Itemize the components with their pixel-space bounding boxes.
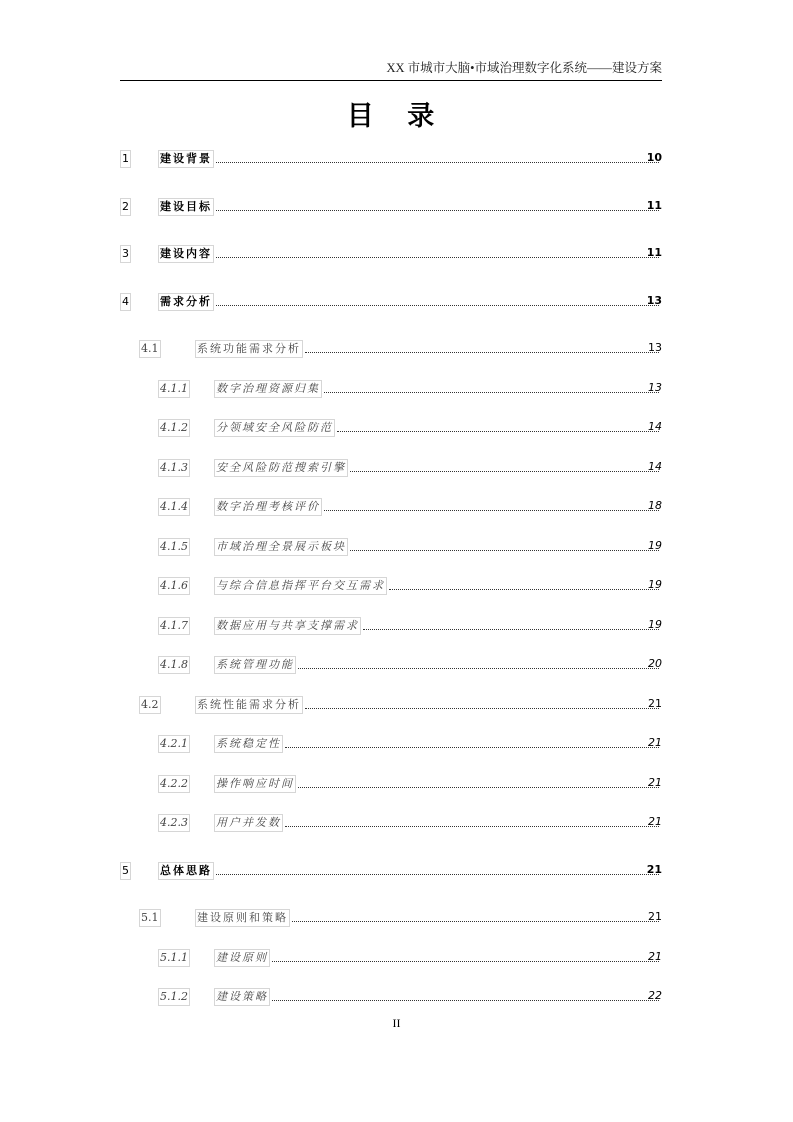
toc-entry-page: 22 [648, 989, 662, 1002]
toc-entry-number: 5 [120, 862, 131, 880]
toc-entry[interactable] [0, 862, 793, 882]
toc-entry-page: 19 [648, 618, 662, 631]
toc-entry-number: 5.1 [139, 909, 161, 927]
toc-entry-page: 13 [646, 294, 662, 307]
toc-entry-page: 13 [648, 341, 662, 354]
toc-dot-leader [298, 656, 659, 669]
toc-entry-page: 20 [648, 657, 662, 670]
toc-entry-title[interactable]: 系统功能需求分析 [195, 340, 303, 358]
toc-entry-page: 21 [646, 863, 662, 876]
toc-dot-leader [292, 909, 659, 922]
toc-entry[interactable] [0, 459, 793, 479]
toc-entry-title[interactable]: 市域治理全景展示板块 [214, 538, 348, 556]
toc-entry-number: 4.1.4 [158, 498, 190, 516]
toc-entry-page: 14 [648, 460, 662, 473]
toc-entry[interactable] [0, 419, 793, 439]
toc-dot-leader [216, 150, 659, 163]
toc-dot-leader [216, 245, 659, 258]
toc-entry-title[interactable]: 分领域安全风险防范 [214, 419, 335, 437]
toc-entry[interactable] [0, 735, 793, 755]
toc-dot-leader [305, 696, 659, 709]
toc-dot-leader [389, 577, 659, 590]
toc-entry[interactable] [0, 577, 793, 597]
toc-entry-number: 4.1.2 [158, 419, 190, 437]
toc-entry[interactable] [0, 775, 793, 795]
toc-entry-number: 3 [120, 245, 131, 263]
toc-entry[interactable] [0, 293, 793, 313]
toc-entry[interactable] [0, 949, 793, 969]
toc-entry-title[interactable]: 与综合信息指挥平台交互需求 [214, 577, 387, 595]
toc-entry-number: 4.1.5 [158, 538, 190, 556]
toc-entry-title[interactable]: 数字治理资源归集 [214, 380, 322, 398]
toc-entry-page: 18 [648, 499, 662, 512]
toc-entry[interactable] [0, 814, 793, 834]
toc-dot-leader [350, 538, 659, 551]
toc-entry[interactable] [0, 340, 793, 360]
toc-entry-page: 21 [648, 697, 662, 710]
toc-entry[interactable] [0, 909, 793, 929]
toc-entry-page: 21 [648, 776, 662, 789]
toc-entry-title[interactable]: 用户并发数 [214, 814, 283, 832]
toc-entry-number: 4.1.7 [158, 617, 190, 635]
toc-dot-leader [285, 814, 659, 827]
toc-entry-number: 4.2 [139, 696, 161, 714]
toc-dot-leader [305, 340, 659, 353]
toc-entry-page: 14 [648, 420, 662, 433]
toc-dot-leader [272, 949, 659, 962]
toc-entry[interactable] [0, 617, 793, 637]
toc-entry-title[interactable]: 系统管理功能 [214, 656, 296, 674]
toc-entry-title[interactable]: 系统稳定性 [214, 735, 283, 753]
toc-dot-leader [363, 617, 659, 630]
toc-entry-number: 4.2.1 [158, 735, 190, 753]
toc-entry-page: 19 [648, 539, 662, 552]
toc-dot-leader [337, 419, 659, 432]
toc-dot-leader [298, 775, 659, 788]
toc-entry-number: 4.1.1 [158, 380, 190, 398]
toc-entry[interactable] [0, 656, 793, 676]
toc-entry-number: 4.1 [139, 340, 161, 358]
toc-entry-number: 4.1.3 [158, 459, 190, 477]
toc-entry-title[interactable]: 建设策略 [214, 988, 270, 1006]
toc-entry-title[interactable]: 建设背景 [158, 150, 214, 168]
toc-entry-page: 21 [648, 910, 662, 923]
toc-entry-page: 11 [646, 199, 662, 212]
header-rule [120, 80, 662, 81]
toc-entry[interactable] [0, 988, 793, 1008]
toc-entry-page: 11 [646, 246, 662, 259]
toc-entry-title[interactable]: 安全风险防范搜索引擎 [214, 459, 348, 477]
toc-entry-number: 4.2.3 [158, 814, 190, 832]
toc-entry-page: 21 [648, 950, 662, 963]
toc-entry[interactable] [0, 538, 793, 558]
toc-entry-title[interactable]: 数据应用与共享支撑需求 [214, 617, 361, 635]
toc-entry[interactable] [0, 198, 793, 218]
toc-entry-title[interactable]: 建设原则和策略 [195, 909, 290, 927]
toc-entry-number: 4.2.2 [158, 775, 190, 793]
toc-dot-leader [272, 988, 659, 1001]
toc-entry-number: 4.1.6 [158, 577, 190, 595]
toc-entry[interactable] [0, 245, 793, 265]
toc-dot-leader [216, 198, 659, 211]
toc-entry[interactable] [0, 150, 793, 170]
toc-entry-title[interactable]: 操作响应时间 [214, 775, 296, 793]
toc-entry-number: 1 [120, 150, 131, 168]
toc-entry-number: 4 [120, 293, 131, 311]
toc-entry[interactable] [0, 498, 793, 518]
toc-entry-title[interactable]: 建设目标 [158, 198, 214, 216]
toc-entry-page: 21 [648, 736, 662, 749]
toc-entry-title[interactable]: 建设内容 [158, 245, 214, 263]
toc-entry[interactable] [0, 380, 793, 400]
toc-entry[interactable] [0, 696, 793, 716]
toc-dot-leader [216, 862, 659, 875]
toc-dot-leader [285, 735, 659, 748]
toc-entry-page: 21 [648, 815, 662, 828]
toc-entry-title[interactable]: 建设原则 [214, 949, 270, 967]
toc-entry-number: 5.1.2 [158, 988, 190, 1006]
toc-entry-number: 4.1.8 [158, 656, 190, 674]
toc-dot-leader [350, 459, 659, 472]
page-number: II [392, 1016, 401, 1030]
toc-entry-page: 13 [648, 381, 662, 394]
toc-entry-title[interactable]: 数字治理考核评价 [214, 498, 322, 516]
toc-entry-number: 2 [120, 198, 131, 216]
running-header: XX 市城市大脑•市域治理数字化系统——建设方案 [386, 61, 662, 75]
toc-entry-title[interactable]: 需求分析 [158, 293, 214, 311]
toc-dot-leader [324, 380, 659, 393]
toc-entry-page: 19 [648, 578, 662, 591]
toc-entry-number: 5.1.1 [158, 949, 190, 967]
toc-dot-leader [216, 293, 659, 306]
toc-entry-page: 10 [646, 151, 662, 164]
toc-dot-leader [324, 498, 659, 511]
toc-entry-title[interactable]: 系统性能需求分析 [195, 696, 303, 714]
toc-entry-title[interactable]: 总体思路 [158, 862, 214, 880]
toc-title: 目 录 [346, 101, 447, 132]
